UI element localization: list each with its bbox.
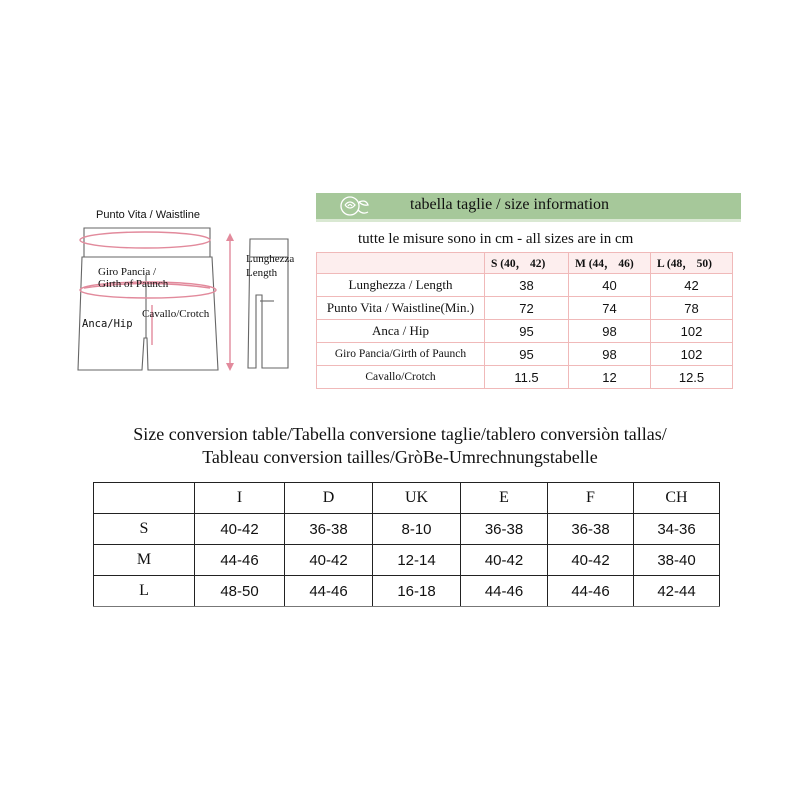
- conversion-header-i: I: [195, 483, 285, 514]
- size-info-banner: [316, 193, 741, 222]
- rose-icon: [330, 193, 374, 219]
- table-cell: 40-42: [195, 514, 285, 545]
- table-cell: 40-42: [461, 545, 548, 576]
- waistline-measure: [80, 232, 210, 248]
- table-row: [94, 576, 720, 607]
- length-label-2: Length: [246, 267, 278, 279]
- measurement-lines: [80, 232, 230, 367]
- table-cell: 40-42: [548, 545, 634, 576]
- row-label-paunch: Giro Pancia/Girth of Paunch: [317, 343, 485, 366]
- size-table-header-row: [317, 253, 733, 274]
- table-cell: 48-50: [195, 576, 285, 607]
- table-cell: 44-46: [548, 576, 634, 607]
- size-label-l: L: [94, 576, 195, 607]
- table-cell: 42: [651, 274, 733, 297]
- table-cell: 102: [651, 343, 733, 366]
- table-row: [94, 545, 720, 576]
- conversion-header-f: F: [548, 483, 634, 514]
- table-cell: 16-18: [373, 576, 461, 607]
- table-cell: 42-44: [634, 576, 720, 607]
- table-row: [317, 297, 733, 320]
- table-cell: 11.5: [485, 366, 569, 389]
- table-cell: 40: [569, 274, 651, 297]
- table-cell: 12: [569, 366, 651, 389]
- table-row: [94, 514, 720, 545]
- table-cell: 102: [651, 320, 733, 343]
- conversion-header-blank: [94, 483, 195, 514]
- shorts-measurement-diagram: [60, 195, 320, 385]
- conversion-header-d: D: [285, 483, 373, 514]
- table-cell: 36-38: [461, 514, 548, 545]
- paunch-label-2: Girth of Paunch: [98, 278, 169, 290]
- table-cell: 40-42: [285, 545, 373, 576]
- table-cell: 98: [569, 343, 651, 366]
- table-cell: 44-46: [461, 576, 548, 607]
- shorts-sketch: [60, 195, 320, 385]
- conversion-header-ch: CH: [634, 483, 720, 514]
- size-table-header-l: L (48， 50): [651, 253, 733, 274]
- crotch-label: Cavallo/Crotch: [142, 308, 210, 320]
- table-cell: 95: [485, 343, 569, 366]
- row-label-length: Lunghezza / Length: [317, 274, 485, 297]
- table-row: [317, 320, 733, 343]
- size-table-header-m: M (44， 46): [569, 253, 651, 274]
- row-label-crotch: Cavallo/Crotch: [317, 366, 485, 389]
- conversion-title-line-2: Tableau conversion tailles/GròBe-Umrechnungstabelle: [202, 447, 598, 467]
- banner-title: tabella taglie / size information: [410, 196, 610, 213]
- conversion-header-e: E: [461, 483, 548, 514]
- table-row: [317, 366, 733, 389]
- table-cell: 95: [485, 320, 569, 343]
- table-cell: 38: [485, 274, 569, 297]
- table-cell: 8-10: [373, 514, 461, 545]
- table-cell: 72: [485, 297, 569, 320]
- conversion-header-uk: UK: [373, 483, 461, 514]
- table-cell: 44-46: [195, 545, 285, 576]
- size-label-s: S: [94, 514, 195, 545]
- waistline-label: Punto Vita / Waistline: [96, 209, 200, 221]
- table-row: [317, 343, 733, 366]
- size-conversion-table: [93, 482, 720, 607]
- size-label-m: M: [94, 545, 195, 576]
- table-cell: 38-40: [634, 545, 720, 576]
- table-cell: 36-38: [548, 514, 634, 545]
- paunch-label-1: Giro Pancia /: [98, 266, 157, 278]
- length-label-1: Lunghezza: [246, 253, 295, 265]
- row-label-waistline: Punto Vita / Waistline(Min.): [317, 297, 485, 320]
- conversion-title-line-1: Size conversion table/Tabella conversione taglie/tablero conversiòn tallas/: [133, 424, 667, 444]
- table-cell: 34-36: [634, 514, 720, 545]
- row-label-hip: Anca / Hip: [317, 320, 485, 343]
- table-cell: 78: [651, 297, 733, 320]
- table-row: [317, 274, 733, 297]
- table-cell: 44-46: [285, 576, 373, 607]
- table-cell: 36-38: [285, 514, 373, 545]
- table-cell: 74: [569, 297, 651, 320]
- conversion-header-row: [94, 483, 720, 514]
- size-information-table: [316, 252, 733, 389]
- table-cell: 98: [569, 320, 651, 343]
- units-note: tutte le misure sono in cm - all sizes are in cm: [358, 231, 634, 247]
- table-cell: 12.5: [651, 366, 733, 389]
- size-table-header-blank: [317, 253, 485, 274]
- size-table-header-s: S (40， 42): [485, 253, 569, 274]
- front-shorts-outline: [78, 228, 218, 370]
- table-cell: 12-14: [373, 545, 461, 576]
- hip-label: Anca/Hip: [82, 318, 133, 330]
